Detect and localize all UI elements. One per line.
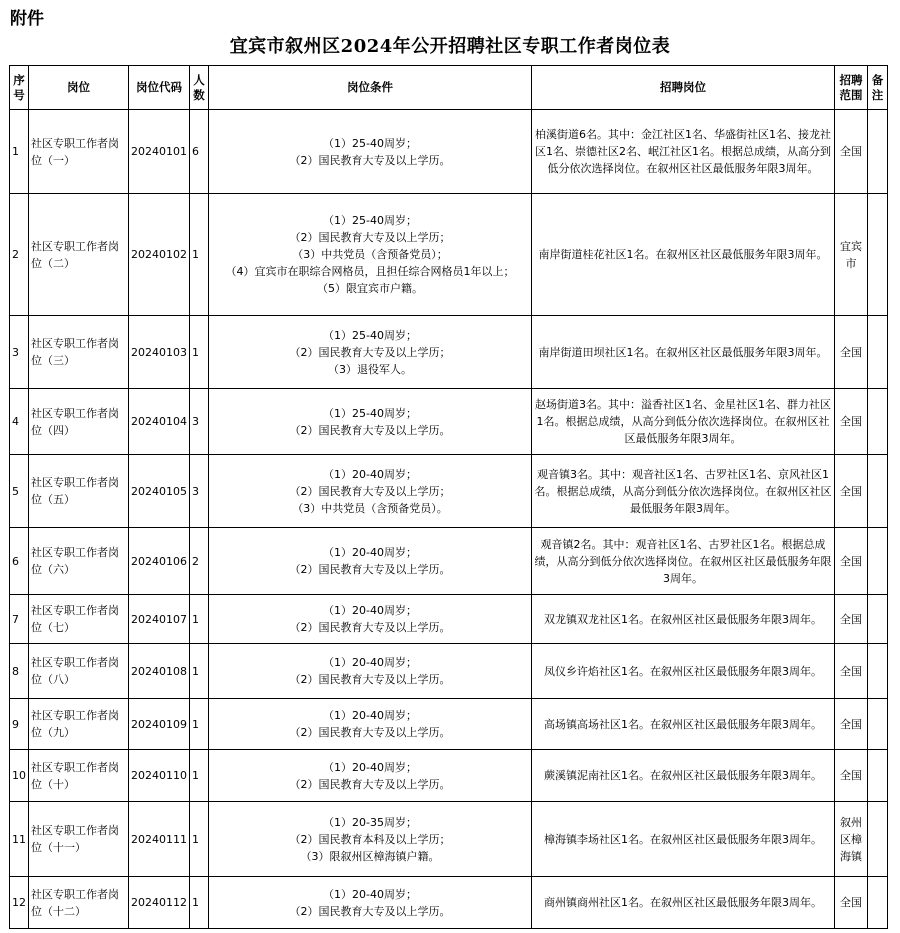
cell-scope: 全国 [835, 455, 868, 528]
cell-seq: 4 [10, 389, 29, 455]
cell-note [868, 802, 888, 877]
condition-line: （1）20-40周岁； [323, 546, 417, 559]
cell-code: 20240106 [129, 528, 190, 595]
cell-note [868, 750, 888, 802]
cell-note [868, 110, 888, 194]
cell-seq: 2 [10, 194, 29, 316]
cell-seq: 6 [10, 528, 29, 595]
cell-conditions [209, 644, 532, 699]
table-row [10, 389, 888, 455]
condition-line: （1）20-35周岁； [323, 815, 417, 829]
cell-post: 社区专职工作者岗位（五） [29, 455, 129, 528]
cell-post: 社区专职工作者岗位（十一） [29, 802, 129, 877]
cell-note [868, 644, 888, 699]
cell-conditions [209, 528, 532, 595]
cell-count: 2 [190, 528, 209, 595]
cell-code: 20240112 [129, 877, 190, 929]
cell-seq: 11 [10, 802, 29, 877]
condition-line: （4）宜宾市在职综合网格员，且担任综合网格员1年以上； [225, 265, 515, 278]
cell-scope: 全国 [835, 644, 868, 699]
table-row [10, 750, 888, 802]
cell-code: 20240102 [129, 194, 190, 316]
cell-count: 1 [190, 750, 209, 802]
cell-seq: 1 [10, 110, 29, 194]
cell-conditions [209, 699, 532, 750]
condition-line: （1）20-40周岁； [323, 604, 417, 617]
table-row [10, 699, 888, 750]
condition-line: （2）国民教育大专及以上学历； [289, 345, 451, 359]
condition-line: （1）25-40周岁； [323, 214, 417, 227]
condition-line: （2）国民教育大专及以上学历。 [289, 726, 451, 739]
cell-scope: 全国 [835, 528, 868, 595]
condition-line: （2）国民教育大专及以上学历。 [289, 621, 451, 634]
condition-line: （2）国民教育大专及以上学历； [289, 484, 451, 498]
table-row [10, 194, 888, 316]
cell-seq: 9 [10, 699, 29, 750]
cell-note [868, 389, 888, 455]
document-title: 宜宾市叙州区2024年公开招聘社区专职工作者岗位表 [229, 36, 671, 57]
cell-conditions [209, 194, 532, 316]
cell-count: 3 [190, 389, 209, 455]
header-conditions: 岗位条件 [209, 66, 532, 110]
cell-conditions [209, 389, 532, 455]
condition-line: （1）20-40周岁； [323, 760, 417, 774]
condition-line: （2）国民教育大专及以上学历。 [289, 423, 451, 437]
cell-conditions [209, 802, 532, 877]
recruitment-table [9, 65, 888, 929]
header-positions: 招聘岗位 [532, 66, 835, 110]
cell-positions: 南岸街道田坝社区1名。在叙州区社区最低服务年限3周年。 [532, 316, 835, 389]
cell-note [868, 528, 888, 595]
condition-line: （3）退役军人。 [328, 362, 412, 376]
cell-post: 社区专职工作者岗位（七） [29, 595, 129, 644]
header-scope: 招聘范围 [835, 66, 868, 110]
cell-count: 1 [190, 699, 209, 750]
condition-line: （1）20-40周岁； [323, 887, 417, 901]
condition-line: （2）国民教育大专及以上学历。 [289, 673, 451, 686]
cell-code: 20240109 [129, 699, 190, 750]
condition-line: （1）20-40周岁； [323, 709, 417, 722]
cell-note [868, 595, 888, 644]
table-row [10, 110, 888, 194]
cell-conditions [209, 877, 532, 929]
cell-code: 20240103 [129, 316, 190, 389]
condition-line: （3）中共党员（含预备党员）。 [292, 501, 448, 515]
condition-line: （2）国民教育本科及以上学历； [289, 832, 451, 846]
cell-post: 社区专职工作者岗位（八） [29, 644, 129, 699]
cell-scope: 宜宾市 [835, 194, 868, 316]
cell-positions: 南岸街道桂花社区1名。在叙州区社区最低服务年限3周年。 [532, 194, 835, 316]
header-note: 备注 [868, 66, 888, 110]
header-row [10, 66, 888, 110]
cell-post: 社区专职工作者岗位（六） [29, 528, 129, 595]
table-row [10, 455, 888, 528]
cell-positions: 柏溪街道6名。其中：金江社区1名、华盛街社区1名、接龙社区1名、崇德社区2名、岷江社区1名。根据总成绩，从高分到低分依次选择岗位。在叙州区社区最低服务年限3周年。 [532, 110, 835, 194]
cell-scope: 全国 [835, 316, 868, 389]
table-row [10, 802, 888, 877]
cell-positions: 赵场街道3名。其中：溢香社区1名、金星社区1名、群力社区1名。根据总成绩，从高分到低分依次选择岗位。在叙州区社区最低服务年限3周年。 [532, 389, 835, 455]
cell-post: 社区专职工作者岗位（十二） [29, 877, 129, 929]
condition-line: （1）25-40周岁； [323, 406, 417, 420]
cell-scope: 叙州区樟海镇 [835, 802, 868, 877]
cell-scope: 全国 [835, 595, 868, 644]
table-row [10, 644, 888, 699]
cell-seq: 12 [10, 877, 29, 929]
cell-seq: 8 [10, 644, 29, 699]
condition-line: （1）25-40周岁； [323, 136, 417, 150]
cell-note [868, 699, 888, 750]
cell-post: 社区专职工作者岗位（四） [29, 389, 129, 455]
cell-note [868, 316, 888, 389]
cell-post: 社区专职工作者岗位（九） [29, 699, 129, 750]
table-row [10, 528, 888, 595]
cell-conditions [209, 750, 532, 802]
cell-scope: 全国 [835, 389, 868, 455]
cell-code: 20240110 [129, 750, 190, 802]
condition-line: （3）中共党员（含预备党员）； [292, 248, 448, 261]
cell-positions: 蕨溪镇泥南社区1名。在叙州区社区最低服务年限3周年。 [532, 750, 835, 802]
cell-post: 社区专职工作者岗位（三） [29, 316, 129, 389]
cell-count: 1 [190, 644, 209, 699]
cell-count: 3 [190, 455, 209, 528]
table-row [10, 316, 888, 389]
cell-positions: 双龙镇双龙社区1名。在叙州区社区最低服务年限3周年。 [532, 595, 835, 644]
cell-note [868, 194, 888, 316]
cell-positions: 高场镇高场社区1名。在叙州区社区最低服务年限3周年。 [532, 699, 835, 750]
cell-count: 1 [190, 595, 209, 644]
cell-conditions [209, 595, 532, 644]
cell-code: 20240104 [129, 389, 190, 455]
table-row [10, 595, 888, 644]
header-seq: 序号 [10, 66, 29, 110]
cell-count: 1 [190, 802, 209, 877]
cell-note [868, 877, 888, 929]
cell-scope: 全国 [835, 110, 868, 194]
cell-positions: 商州镇商州社区1名。在叙州区社区最低服务年限3周年。 [532, 877, 835, 929]
cell-seq: 5 [10, 455, 29, 528]
cell-post: 社区专职工作者岗位（一） [29, 110, 129, 194]
cell-code: 20240108 [129, 644, 190, 699]
condition-line: （2）国民教育大专及以上学历。 [289, 904, 451, 918]
cell-post: 社区专职工作者岗位（十） [29, 750, 129, 802]
cell-note [868, 455, 888, 528]
cell-scope: 全国 [835, 699, 868, 750]
cell-positions: 樟海镇李场社区1名。在叙州区社区最低服务年限3周年。 [532, 802, 835, 877]
cell-code: 20240111 [129, 802, 190, 877]
attachment-label: 附件 [10, 9, 44, 29]
condition-line: （2）国民教育大专及以上学历； [289, 231, 451, 244]
header-post: 岗位 [29, 66, 129, 110]
cell-count: 1 [190, 316, 209, 389]
cell-conditions [209, 455, 532, 528]
cell-post: 社区专职工作者岗位（二） [29, 194, 129, 316]
cell-count: 6 [190, 110, 209, 194]
condition-line: （2）国民教育大专及以上学历。 [289, 153, 451, 167]
cell-conditions [209, 110, 532, 194]
cell-seq: 7 [10, 595, 29, 644]
cell-scope: 全国 [835, 877, 868, 929]
cell-seq: 10 [10, 750, 29, 802]
cell-count: 1 [190, 194, 209, 316]
header-code: 岗位代码 [129, 66, 190, 110]
cell-scope: 全国 [835, 750, 868, 802]
condition-line: （2）国民教育大专及以上学历。 [289, 563, 451, 576]
table-row [10, 877, 888, 929]
condition-line: （5）限宜宾市户籍。 [317, 282, 423, 295]
condition-line: （2）国民教育大专及以上学历。 [289, 777, 451, 791]
cell-code: 20240101 [129, 110, 190, 194]
header-count: 人数 [190, 66, 209, 110]
cell-count: 1 [190, 877, 209, 929]
cell-positions: 观音镇2名。其中：观音社区1名、古罗社区1名。根据总成绩，从高分到低分依次选择岗位。在叙州区社区最低服务年限3周年。 [532, 528, 835, 595]
condition-line: （1）20-40周岁； [323, 467, 417, 481]
condition-line: （1）20-40周岁； [323, 656, 417, 669]
cell-positions: 观音镇3名。其中：观音社区1名、古罗社区1名、京风社区1名。根据总成绩，从高分到低分依次选择岗位。在叙州区社区最低服务年限3周年。 [532, 455, 835, 528]
cell-code: 20240105 [129, 455, 190, 528]
cell-positions: 凤仪乡许焰社区1名。在叙州区社区最低服务年限3周年。 [532, 644, 835, 699]
cell-seq: 3 [10, 316, 29, 389]
condition-line: （3）限叙州区樟海镇户籍。 [300, 849, 440, 863]
cell-code: 20240107 [129, 595, 190, 644]
condition-line: （1）25-40周岁； [323, 328, 417, 342]
cell-conditions [209, 316, 532, 389]
